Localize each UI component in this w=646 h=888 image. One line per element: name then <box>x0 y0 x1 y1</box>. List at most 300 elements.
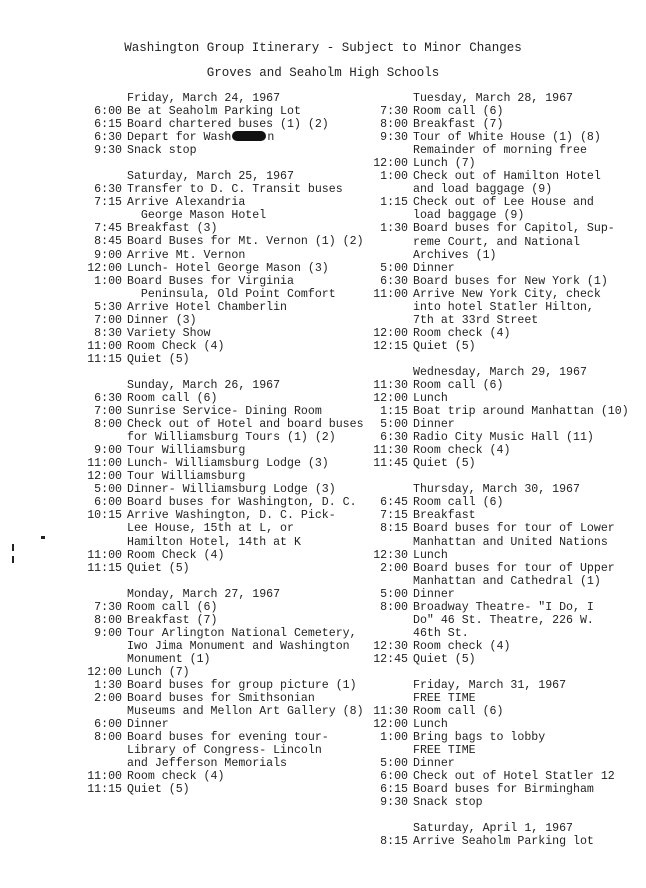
schedule-row <box>358 405 646 418</box>
day-block <box>358 92 646 353</box>
schedule-time <box>358 692 408 705</box>
schedule-activity: Board buses for tour of Lower <box>413 522 615 536</box>
schedule-row <box>358 522 646 535</box>
schedule-activity: Board buses for Washington, D. C. <box>127 496 357 510</box>
schedule-row <box>72 262 372 275</box>
schedule-time: 9:00 <box>94 626 122 640</box>
schedule-activity: Board Buses for Virginia <box>127 274 294 288</box>
schedule-time <box>358 536 408 549</box>
schedule-row <box>358 536 646 549</box>
schedule-row <box>72 301 372 314</box>
schedule-row <box>358 640 646 653</box>
schedule-row <box>358 835 646 848</box>
schedule-activity: Lunch <box>413 392 448 406</box>
schedule-activity: Check out of Lee House and <box>413 196 594 210</box>
day-heading: Friday, March 31, 1967 <box>413 678 567 692</box>
schedule-row <box>358 549 646 562</box>
schedule-row <box>358 262 646 275</box>
schedule-time: 1:15 <box>380 196 408 210</box>
schedule-row <box>72 549 372 562</box>
day-block <box>358 822 646 848</box>
schedule-time <box>72 757 122 770</box>
schedule-activity: Room call (6) <box>413 496 504 510</box>
schedule-time: 5:00 <box>380 418 408 432</box>
schedule-row <box>358 327 646 340</box>
schedule-activity: 46th St. <box>413 626 469 640</box>
schedule-row <box>72 327 372 340</box>
day-block <box>358 366 646 470</box>
schedule-activity: Museums and Mellon Art Gallery (8) <box>127 705 364 719</box>
schedule-row <box>72 144 372 157</box>
right-column <box>358 92 646 862</box>
schedule-time: 12:00 <box>87 665 122 679</box>
schedule-time: 6:00 <box>94 105 122 119</box>
schedule-activity: Board buses for Birmingham <box>413 783 594 797</box>
schedule-time: 12:45 <box>373 652 408 666</box>
schedule-time: 12:30 <box>373 639 408 653</box>
schedule-time: 7:00 <box>94 405 122 419</box>
schedule-time: 6:45 <box>380 496 408 510</box>
schedule-row <box>358 314 646 327</box>
schedule-activity: Iwo Jima Monument and Washington <box>127 639 350 653</box>
schedule-row <box>358 144 646 157</box>
schedule-time: 11:30 <box>373 444 408 458</box>
schedule-activity: Breakfast (3) <box>127 222 218 236</box>
schedule-row <box>72 666 372 679</box>
schedule-activity: Manhattan and Cathedral (1) <box>413 574 601 588</box>
schedule-activity: Check out of Hotel Statler 12 <box>413 770 615 784</box>
schedule-activity: Lunch <box>413 548 448 562</box>
schedule-row <box>358 131 646 144</box>
schedule-row <box>358 770 646 783</box>
schedule-activity: Room call (6) <box>127 391 218 405</box>
schedule-row <box>358 418 646 431</box>
day-block <box>72 92 372 157</box>
schedule-time: 6:15 <box>94 118 122 132</box>
schedule-activity: Tour Williamsburg <box>127 470 246 484</box>
schedule-row <box>72 314 372 327</box>
activity-text-after: n <box>267 131 275 145</box>
day-heading: Monday, March 27, 1967 <box>127 587 281 601</box>
schedule-time: 7:30 <box>94 600 122 614</box>
schedule-row <box>358 340 646 353</box>
schedule-row <box>72 757 372 770</box>
schedule-row <box>358 392 646 405</box>
schedule-row <box>72 392 372 405</box>
schedule-time: 11:30 <box>373 378 408 392</box>
schedule-activity: FREE TIME <box>413 744 476 758</box>
schedule-activity: Dinner <box>413 587 455 601</box>
schedule-row <box>72 118 372 131</box>
schedule-activity: Lunch- Williamsburg Lodge (3) <box>127 457 329 471</box>
schedule-row <box>72 183 372 196</box>
schedule-activity: Room check (4) <box>413 326 511 340</box>
schedule-activity: Snack stop <box>413 796 483 810</box>
schedule-row <box>358 601 646 614</box>
schedule-row <box>358 118 646 131</box>
day-heading: Tuesday, March 28, 1967 <box>413 92 574 105</box>
schedule-time: 6:00 <box>380 770 408 784</box>
schedule-row <box>358 783 646 796</box>
day-block <box>358 483 646 666</box>
schedule-row <box>72 196 372 209</box>
schedule-row <box>358 379 646 392</box>
schedule-row <box>72 222 372 235</box>
schedule-activity: Tour Williamsburg <box>127 444 246 458</box>
day-heading: Saturday, March 25, 1967 <box>127 170 294 184</box>
schedule-time: 8:00 <box>380 600 408 614</box>
schedule-activity: Be at Seaholm Parking Lot <box>127 105 301 119</box>
schedule-activity: Lunch (7) <box>413 157 476 171</box>
schedule-row <box>358 457 646 470</box>
schedule-activity: Room check (4) <box>127 770 225 784</box>
schedule-activity: Snack stop <box>127 144 197 158</box>
schedule-time: 8:15 <box>380 835 408 849</box>
schedule-activity: Remainder of morning free <box>413 144 587 158</box>
schedule-activity: Library of Congress- Lincoln <box>127 744 322 758</box>
schedule-activity: load baggage (9) <box>413 209 525 223</box>
schedule-time: 9:00 <box>94 248 122 262</box>
schedule-time: 8:45 <box>94 235 122 249</box>
schedule-time: 1:30 <box>94 678 122 692</box>
schedule-row <box>358 575 646 588</box>
schedule-row <box>72 536 372 549</box>
schedule-row <box>358 718 646 731</box>
schedule-time: 6:00 <box>94 496 122 510</box>
schedule-time <box>358 209 408 222</box>
day-heading: Friday, March 24, 1967 <box>127 92 281 105</box>
day-heading: Thursday, March 30, 1967 <box>413 483 580 497</box>
schedule-time <box>72 536 122 549</box>
schedule-row <box>72 783 372 796</box>
schedule-time <box>72 653 122 666</box>
schedule-activity: Archives (1) <box>413 248 497 262</box>
schedule-time: 11:00 <box>87 548 122 562</box>
schedule-time: 12:00 <box>373 718 408 732</box>
schedule-time: 9:30 <box>380 796 408 810</box>
schedule-activity: Breakfast <box>413 509 476 523</box>
schedule-time <box>72 522 122 535</box>
schedule-activity: FREE TIME <box>413 692 476 706</box>
schedule-activity: Arrive New York City, check <box>413 287 601 301</box>
schedule-activity: Quiet (5) <box>127 352 190 366</box>
schedule-row <box>358 744 646 757</box>
schedule-time: 2:00 <box>380 561 408 575</box>
schedule-time: 5:00 <box>380 757 408 771</box>
schedule-time: 11:15 <box>87 352 122 366</box>
schedule-row <box>358 196 646 209</box>
schedule-activity: George Mason Hotel <box>127 209 267 223</box>
schedule-activity: and Jefferson Memorials <box>127 757 288 771</box>
schedule-row <box>72 470 372 483</box>
schedule-time <box>72 209 122 222</box>
schedule-time: 12:00 <box>373 157 408 171</box>
schedule-time: 1:00 <box>380 731 408 745</box>
document-title: Washington Group Itinerary - Subject to Minor Changes <box>124 41 522 55</box>
schedule-row <box>72 209 372 222</box>
schedule-activity: Dinner <box>127 718 169 732</box>
schedule-time: 1:00 <box>380 170 408 184</box>
schedule-row <box>72 444 372 457</box>
schedule-time: 11:00 <box>87 339 122 353</box>
schedule-time: 9:30 <box>94 144 122 158</box>
schedule-time: 7:30 <box>380 105 408 119</box>
schedule-time: 12:00 <box>87 261 122 275</box>
schedule-time: 6:00 <box>94 718 122 732</box>
schedule-time <box>358 627 408 640</box>
left-column <box>72 92 372 809</box>
schedule-row <box>358 275 646 288</box>
schedule-row <box>72 405 372 418</box>
day-block <box>72 170 372 366</box>
schedule-time <box>358 575 408 588</box>
schedule-activity: reme Court, and National <box>413 235 580 249</box>
schedule-row <box>72 483 372 496</box>
schedule-time: 11:45 <box>373 457 408 471</box>
schedule-activity: Arrive Seaholm Parking lot <box>413 835 594 849</box>
schedule-row <box>358 170 646 183</box>
schedule-row <box>72 105 372 118</box>
schedule-time <box>72 640 122 653</box>
schedule-row <box>72 418 372 431</box>
schedule-activity: Board buses for Smithsonian <box>127 692 315 706</box>
schedule-time: 2:00 <box>94 692 122 706</box>
schedule-time <box>72 705 122 718</box>
schedule-activity: Lee House, 15th at L, or <box>127 522 294 536</box>
schedule-row <box>72 340 372 353</box>
schedule-activity: into hotel Statler Hilton, <box>413 300 594 314</box>
schedule-time <box>358 301 408 314</box>
schedule-activity: Dinner <box>413 261 455 275</box>
schedule-activity: Dinner (3) <box>127 313 197 327</box>
schedule-time <box>358 183 408 196</box>
schedule-activity: Board buses for New York (1) <box>413 274 608 288</box>
schedule-row <box>72 431 372 444</box>
schedule-time: 6:30 <box>94 391 122 405</box>
schedule-row <box>358 692 646 705</box>
schedule-time: 8:00 <box>94 731 122 745</box>
schedule-activity: Dinner <box>413 418 455 432</box>
schedule-time <box>358 236 408 249</box>
schedule-row <box>72 288 372 301</box>
schedule-time: 6:30 <box>380 274 408 288</box>
schedule-time: 9:30 <box>380 131 408 145</box>
schedule-activity: Room Check (4) <box>127 548 225 562</box>
day-block <box>72 379 372 575</box>
schedule-activity: Hamilton Hotel, 14th at K <box>127 535 301 549</box>
schedule-activity: Variety Show <box>127 326 211 340</box>
margin-mark <box>41 536 45 539</box>
schedule-time <box>72 431 122 444</box>
schedule-time: 8:15 <box>380 522 408 536</box>
schedule-row <box>358 236 646 249</box>
schedule-time: 1:15 <box>380 405 408 419</box>
schedule-time <box>72 288 122 301</box>
schedule-activity: 7th at 33rd Street <box>413 313 539 327</box>
schedule-row <box>72 718 372 731</box>
schedule-activity: Quiet (5) <box>127 783 190 797</box>
schedule-activity: Room check (4) <box>413 639 511 653</box>
margin-mark <box>12 556 14 563</box>
schedule-row <box>72 457 372 470</box>
schedule-activity: Board buses for evening tour- <box>127 731 329 745</box>
schedule-row <box>358 757 646 770</box>
schedule-row <box>358 183 646 196</box>
schedule-row <box>72 562 372 575</box>
schedule-activity: Room call (6) <box>413 378 504 392</box>
schedule-row <box>72 770 372 783</box>
document-subtitle: Groves and Seaholm High Schools <box>206 66 440 80</box>
schedule-time: 6:30 <box>94 131 122 145</box>
schedule-time: 8:00 <box>380 118 408 132</box>
schedule-activity: Bring bags to lobby <box>413 731 546 745</box>
schedule-activity: Tour of White House (1) (8) <box>413 131 601 145</box>
schedule-activity <box>122 131 372 144</box>
schedule-activity: Room call (6) <box>127 600 218 614</box>
schedule-row <box>72 705 372 718</box>
schedule-row <box>358 249 646 262</box>
schedule-row <box>358 653 646 666</box>
schedule-row <box>358 301 646 314</box>
schedule-activity: Monument (1) <box>127 652 211 666</box>
schedule-time: 11:15 <box>87 783 122 797</box>
schedule-time: 7:00 <box>94 313 122 327</box>
schedule-time <box>358 744 408 757</box>
schedule-activity: and load baggage (9) <box>413 183 553 197</box>
schedule-activity: Room Check (4) <box>127 339 225 353</box>
schedule-row <box>72 522 372 535</box>
schedule-time: 5:00 <box>380 587 408 601</box>
schedule-time: 7:15 <box>94 196 122 210</box>
schedule-activity: Boat trip around Manhattan (10) <box>413 405 629 419</box>
schedule-row <box>72 731 372 744</box>
redaction-mark <box>232 131 266 141</box>
schedule-time <box>72 744 122 757</box>
schedule-activity: Broadway Theatre- "I Do, I <box>413 600 594 614</box>
schedule-row <box>72 692 372 705</box>
schedule-activity: Arrive Mt. Vernon <box>127 248 246 262</box>
schedule-activity: Check out of Hamilton Hotel <box>413 170 601 184</box>
schedule-activity: Sunrise Service- Dining Room <box>127 405 322 419</box>
schedule-row <box>358 105 646 118</box>
schedule-row <box>358 288 646 301</box>
schedule-activity: Room check (4) <box>413 444 511 458</box>
schedule-row <box>72 679 372 692</box>
schedule-time: 12:15 <box>373 339 408 353</box>
schedule-time: 12:30 <box>373 548 408 562</box>
schedule-time: 8:00 <box>94 613 122 627</box>
schedule-time <box>358 249 408 262</box>
schedule-time: 11:00 <box>87 457 122 471</box>
schedule-row <box>358 496 646 509</box>
schedule-row <box>358 562 646 575</box>
schedule-time: 7:45 <box>94 222 122 236</box>
schedule-activity: Tour Arlington National Cemetery, <box>127 626 357 640</box>
schedule-row <box>72 275 372 288</box>
schedule-activity: Room call (6) <box>413 105 504 119</box>
schedule-activity: Check out of Hotel and board buses <box>127 418 364 432</box>
schedule-time: 11:00 <box>87 770 122 784</box>
schedule-row <box>358 157 646 170</box>
schedule-time <box>358 144 408 157</box>
schedule-time: 10:15 <box>87 509 122 523</box>
schedule-time: 5:00 <box>94 483 122 497</box>
schedule-activity: Dinner- Williamsburg Lodge (3) <box>127 483 336 497</box>
schedule-row <box>358 444 646 457</box>
schedule-activity: Board chartered buses (1) (2) <box>127 118 329 132</box>
schedule-row <box>72 249 372 262</box>
schedule-row <box>358 431 646 444</box>
schedule-time: 11:15 <box>87 561 122 575</box>
schedule-row <box>358 796 646 809</box>
schedule-row <box>358 614 646 627</box>
schedule-time <box>358 614 408 627</box>
schedule-activity: Lunch- Hotel George Mason (3) <box>127 261 329 275</box>
schedule-activity: Arrive Washington, D. C. Pick- <box>127 509 336 523</box>
schedule-time: 5:30 <box>94 300 122 314</box>
schedule-row <box>358 588 646 601</box>
schedule-row <box>72 614 372 627</box>
schedule-time: 6:15 <box>380 783 408 797</box>
schedule-time: 7:15 <box>380 509 408 523</box>
schedule-time: 6:30 <box>94 183 122 197</box>
schedule-row <box>72 653 372 666</box>
day-heading: Sunday, March 26, 1967 <box>127 378 281 392</box>
schedule-time: 6:30 <box>380 431 408 445</box>
schedule-row <box>72 509 372 522</box>
day-block <box>72 588 372 797</box>
schedule-activity: Arrive Alexandria <box>127 196 246 210</box>
schedule-activity: Transfer to D. C. Transit buses <box>127 183 343 197</box>
day-heading: Wednesday, March 29, 1967 <box>413 365 587 379</box>
schedule-time: 12:00 <box>373 392 408 406</box>
schedule-time: 1:00 <box>94 274 122 288</box>
schedule-activity: Radio City Music Hall (11) <box>413 431 594 445</box>
schedule-activity: Board buses for group picture (1) <box>127 678 357 692</box>
schedule-activity: for Williamsburg Tours (1) (2) <box>127 431 336 445</box>
schedule-time: 12:00 <box>87 470 122 484</box>
margin-mark <box>12 544 14 551</box>
schedule-row <box>72 235 372 248</box>
schedule-time: 8:00 <box>94 418 122 432</box>
schedule-row <box>358 509 646 522</box>
schedule-activity: Manhattan and United Nations <box>413 535 608 549</box>
schedule-activity: Breakfast (7) <box>413 118 504 132</box>
schedule-time <box>358 314 408 327</box>
schedule-activity: Room call (6) <box>413 705 504 719</box>
schedule-time: 9:00 <box>94 444 122 458</box>
schedule-row <box>358 627 646 640</box>
schedule-row <box>72 640 372 653</box>
schedule-row <box>72 744 372 757</box>
schedule-row <box>358 705 646 718</box>
schedule-time: 8:30 <box>94 326 122 340</box>
schedule-activity: Board buses for tour of Upper <box>413 561 615 575</box>
schedule-row <box>358 731 646 744</box>
schedule-row <box>72 496 372 509</box>
schedule-activity: Peninsula, Old Point Comfort <box>127 287 336 301</box>
activity-text: Depart for Wash <box>127 131 232 145</box>
schedule-activity: Quiet (5) <box>127 561 190 575</box>
schedule-activity: Dinner <box>413 757 455 771</box>
schedule-row <box>72 131 372 144</box>
schedule-activity: Quiet (5) <box>413 339 476 353</box>
schedule-row <box>72 353 372 366</box>
schedule-activity: Lunch <box>413 718 448 732</box>
schedule-activity: Arrive Hotel Chamberlin <box>127 300 288 314</box>
schedule-activity: Do" 46 St. Theatre, 226 W. <box>413 613 594 627</box>
schedule-time: 11:00 <box>373 287 408 301</box>
